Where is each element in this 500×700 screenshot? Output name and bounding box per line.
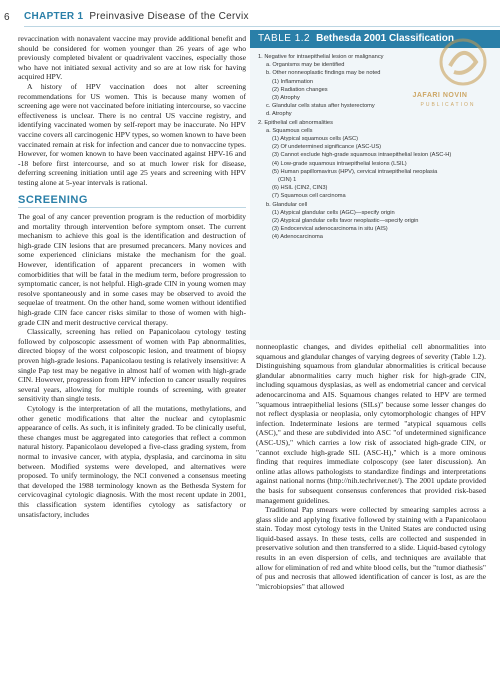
table-row: 2. Epithelial cell abnormalities [258,119,333,126]
table-row: 1. Negative for intraepithelial lesion or malignancy [258,54,384,60]
table-row: a. Organisms may be identified [266,62,345,69]
chapter-label: CHAPTER 1 [24,11,84,22]
table-row: d. Atrophy [266,111,292,118]
page-number: 6 [4,12,10,23]
table-row: (2) Radiation changes [272,86,328,93]
table-row: c. Glandular cells status after hysterectomy [266,103,375,110]
table-row: b. Other nonneoplastic findings may be noted [266,70,381,77]
body-paragraph: A history of HPV vaccination does not alter screening recommendations for US women. This is because many women of screening age were not vaccinated before initiating intercourse, so vaccine effectiveness is unclear. There is no central US vaccine registry, and identifying vaccinated women by self-report may be inaccurate. No HPV vaccine covers all carcinogenic HPV types, so women known to have been vaccinated remain at risk for infection and cancer due to nonvaccine types. However, for women known to have been vaccinated against HPV-16 and -18 before first intercourse, and so at much lower risk for disease, deferring screening initiation until age 25 years and screening with HPV testing alone at 5-year intervals is rational. [18,81,246,187]
table-row: (3) Atrophy [272,95,300,102]
table-row: (6) HSIL (CIN2, CIN3) [272,185,328,192]
watermark-line1: JAFARI NOVIN [412,92,468,99]
table-row: (1) Atypical squamous cells (ASC) [272,136,358,143]
body-paragraph: The goal of any cancer prevention program is the reduction of morbidity and mortality through intervention before symptom onset. The current mechanism to achieve this goal is the identification and destruction of high-grade CIN lesions that are presumed precancers. Many novices and some experienced clinicians mistake the mechanism for the goal. However, identification of apparent precancers in women with comorbidities that will be fatal in the medium term, before progression to symptomatic cancer, is not helpful. High-grade CIN in young women may resolve spontaneously and in some cases may be observed to avoid the sequelae of treatment. On the other hand, some women without identified high-grade CIN face cancer risks similar to those of women with high-grade CIN and merit destructive cervical therapy. [18,212,246,327]
body-paragraph: Traditional Pap smears were collected by smearing samples across a glass slide and applying fixative followed by staining with a Papanicolaou stain. Today most cytology tests in the United States are conducted using liquid-based assays. In these tests, cells are collected and suspended in preservative solution and then transferred to a slide. Liquid-based cytology results in an even dispersion of cells, and techniques are available that allow for elimination of red and white blood cells, but the "tumor diathesis" of pus and necrosis that allowed identification of cancer is lost, as are the "microbiopsies" that allowed [256,505,486,591]
publisher-logo-icon [430,32,496,94]
body-paragraph: nonneoplastic changes, and divides epithelial cell abnormalities into squamous and glandular changes of varying degrees of severity (Table 1.2). Distinguishing squamous from glandular abnormalities is critical because glandular abnormalities carry much higher risk for high-grade CIN, including squamous dysplasias, as well as endometrial cancer and cervical adenocarcinoma and AIS. Squamous changes related to HPV are termed "squamous intraepithelial lesions (SILs)" because some lesser changes do not reflect dysplasia or neoplasia, only cytomorphologic changes of HPV infection. Indeterminate lesions are termed "atypical squamous cells (ASC)," and these are subdivided into ASC "of undetermined significance (ASC-US)," which carries a low risk of associated high-grade CIN, or "cannot exclude high-grade SIL (ASC-H)," which is a more ominous finding that requires immediate colposcopy (see later discussion). An online atlas allows pathologists to standardize findings and interpretations against national norms (http://nih.techriver.net/). The 2001 update provided the basis for subsequent consensus conferences that provided risk-based management guidelines. [256,342,486,505]
table-row: (7) Squamous cell carcinoma [272,193,346,200]
table-row: (4) Low-grade squamous intraepithelial lesions (LSIL) [272,160,407,167]
table-row: (3) Endocervical adenocarcinoma in situ (AIS) [272,226,388,233]
left-column [18,34,246,519]
page-header [0,0,500,30]
table-row: (1) Atypical glandular cells (AGC)—specify origin [272,209,395,216]
chapter-title: Preinvasive Disease of the Cervix [89,11,249,22]
table-row: (5) Human papillomavirus (HPV), cervical intraepithelial neoplasia [272,168,438,175]
table-row: (2) Atypical glandular cells favor neoplastic—specify origin [272,218,419,225]
table-row: (1) Inflammation [272,78,314,85]
table-row: a. Squamous cells [266,127,313,134]
table-row: (2) Of undetermined significance (ASC-US) [272,144,382,151]
section-heading: SCREENING [18,196,246,209]
table-row: (4) Adenocarcinoma [272,234,323,241]
table-title: Bethesda 2001 Classification [316,33,454,44]
body-paragraph: Cytology is the interpretation of all the mutations, methylations, and other genetic modifications that alter the nuclear and cytoplasmic appearance of cells. As such, it is infinitely graded. To be clinically useful, these changes must be aggregated into categories that reflect a common natural history. Papanicolaou developed a five-class grading system, from normal to invasive cancer, with atypia, dysplasia, and carcinoma in situ between. Modified systems were developed, and alternatives were proposed. To unify terminology, the NCI convened a consensus meeting that developed the 1988 terminology known as the Bethesda System for cervicovaginal cytologic diagnosis. With the most recent update in 2001, this classification system identifies cytology as satisfactory or unsatisfactory, includes [18,403,246,519]
table-number: TABLE 1.2 [258,33,311,44]
body-paragraph: revaccination with nonavalent vaccine may provide additional benefit and should be considered for women younger than 26 years of age who previously completed bivalent or quadrivalent vaccines, especially those who have not initiated sexual activity and so are at low risk for having acquired HPV. [18,34,246,82]
table-row: (3) Cannot exclude high-grade squamous intraepithelial lesion (ASC-H) [272,152,452,159]
body-paragraph: Classically, screening has relied on Papanicolaou cytology testing followed by colposcopic assessment of women with Pap abnormalities, directed biopsy of the worst colposcopic lesion, and treatment of biopsy proven high-grade lesions. Papanicolaou testing is relatively insensitive: A single Pap test may be negative in almost half of women with high-grade CIN. However, progression from HPV infection to cancer usually requires several years, allowing for multiple rounds of screening, with greater sensitivity than single tests. [18,327,246,404]
watermark-line2: PUBLICATION [420,102,476,108]
table-row: (CIN) 1 [278,177,297,184]
table-row: b. Glandular cell [266,201,308,208]
right-column [256,342,486,591]
header-rule [24,26,500,27]
chapter-heading [24,11,249,22]
